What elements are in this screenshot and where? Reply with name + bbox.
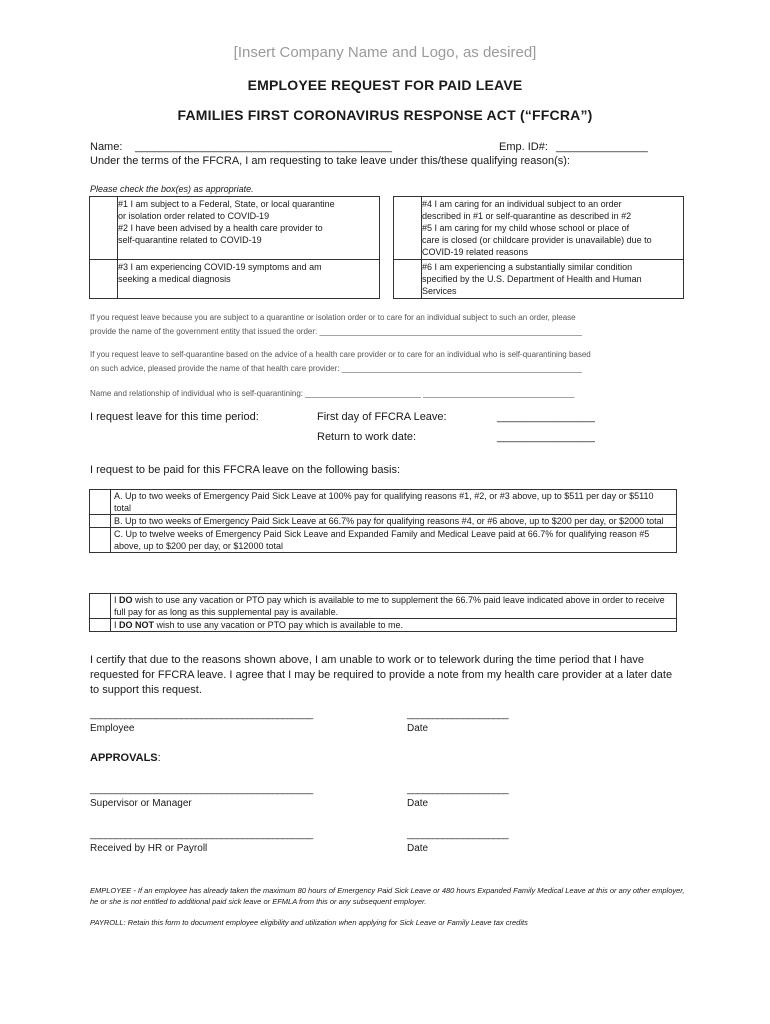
name-label: Name: <box>90 141 123 153</box>
pto-do-not-cell: I DO NOT wish to use any vacation or PTO pay which is available to me. <box>111 619 677 632</box>
reason-4-cell <box>422 197 684 260</box>
emp-id-field[interactable]: _______________ <box>556 141 648 153</box>
quarantine-question-line-2[interactable]: provide the name of the government entity that issued the order: ___________________________________________________________ <box>90 327 582 336</box>
pay-option-a-checkbox[interactable] <box>90 490 111 515</box>
pto-do-text: wish to use any vacation or PTO pay which is available to me to supplement the 66.7% paid leave indicated above in order to receive full pay for as long as this supplemental pay is available. <box>114 595 665 617</box>
employee-label: Employee <box>90 723 135 734</box>
paid-basis-label: I request to be paid for this FFCRA leave on the following basis: <box>90 464 400 476</box>
certification-text: I certify that due to the reasons shown above, I am unable to work or to telework during the time period that I have requested for FFCRA leave. I agree that I may be required to provide a note from my health care provider at a later date to support this request. <box>90 654 673 696</box>
first-day-label: First day of FFCRA Leave: <box>317 411 447 423</box>
employee-footnote: EMPLOYEE - If an employee has already taken the maximum 80 hours of Emergency Paid Sick Leave or 480 hours Expanded Family Medical Leave at this or any other employer, he or she is not entitled to additional paid sick leave or EFMLA from this or any subsequent employer. <box>90 886 685 906</box>
reason-2-text: #2 I have been advised by a health care provider to self-quarantine related to COVID-19 <box>118 223 323 245</box>
supervisor-date-label: Date <box>407 798 429 809</box>
pto-do-not-checkbox[interactable] <box>90 619 111 632</box>
employee-signature-line[interactable]: ____________________________________________ <box>90 709 313 720</box>
pay-option-c-checkbox[interactable] <box>90 528 111 553</box>
employee-date-line[interactable]: ____________________ <box>407 709 509 720</box>
payroll-footnote: PAYROLL: Retain this form to document employee eligibility and utilization when applying for Sick Leave or Family Leave tax credits <box>90 918 528 927</box>
supervisor-label: Supervisor or Manager <box>90 798 192 809</box>
reason-5-text: #5 I am caring for my child whose school or place of care is closed (or childcare provider is unavailable) due to COVID-19 related reasons <box>422 223 652 257</box>
time-period-label: I request leave for this time period: <box>90 411 259 423</box>
pay-option-c-text: C. Up to twelve weeks of Emergency Paid Sick Leave and Expanded Family and Medical Leave paid at 66.7% for qualifying reason #5 above, up to $200 per day, or $12000 total <box>111 528 677 553</box>
reason-3-checkbox[interactable] <box>90 260 118 299</box>
pay-options-table <box>89 489 677 553</box>
approvals-heading: APPROVALS: <box>90 752 161 764</box>
hr-date-label: Date <box>407 843 429 854</box>
quarantine-question-line-1: If you request leave because you are subject to a quarantine or isolation order or to care for an individual subject to such an order, please <box>90 313 576 322</box>
pay-option-a-text: A. Up to two weeks of Emergency Paid Sick Leave at 100% pay for qualifying reasons #1, #2, or #3 above, up to $511 per day or $5110 total <box>111 490 677 515</box>
first-day-field[interactable]: ________________ <box>497 411 595 423</box>
emp-id-label: Emp. ID#: <box>499 141 548 153</box>
hr-date-line[interactable]: ____________________ <box>407 829 509 840</box>
pto-do-not-text: wish to use any vacation or PTO pay which is available to me. <box>154 620 403 630</box>
return-date-field[interactable]: ________________ <box>497 431 595 443</box>
reason-1-checkbox[interactable] <box>90 197 118 260</box>
intro-text: Under the terms of the FFCRA, I am requesting to take leave under this/these qualifying reason(s): <box>90 155 570 167</box>
reason-6-text: #6 I am experiencing a substantially similar condition specified by the U.S. Department of Health and Human Services <box>422 262 642 296</box>
reasons-table <box>89 196 684 299</box>
pay-option-b-checkbox[interactable] <box>90 515 111 528</box>
name-field[interactable]: __________________________________________ <box>135 141 392 153</box>
reason-3-text: #3 I am experiencing COVID-19 symptoms and am seeking a medical diagnosis <box>118 262 322 284</box>
reason-6-checkbox[interactable] <box>394 260 422 299</box>
reason-6-cell <box>422 260 684 299</box>
form-subtitle: FAMILIES FIRST CORONAVIRUS RESPONSE ACT (“FFCRA”) <box>177 107 593 123</box>
return-date-label: Return to work date: <box>317 431 417 443</box>
pto-do-cell: I DO wish to use any vacation or PTO pay which is available to me to supplement the 66.7% paid leave indicated above in order to receive full pay for as long as this supplemental pay is available. <box>111 594 677 619</box>
self-quarantine-question-line-1: If you request leave to self-quarantine based on the advice of a health care provider or to care for an individual who is self-quarantining based <box>90 350 591 359</box>
self-quarantine-question-line-2[interactable]: on such advice, pleased provide the name of that health care provider: ______________________________________________________ <box>90 364 582 373</box>
reason-1-cell <box>118 197 380 260</box>
hr-signature-line[interactable]: ____________________________________________ <box>90 829 313 840</box>
pay-option-b-text: B. Up to two weeks of Emergency Paid Sick Leave at 66.7% pay for qualifying reasons #4, or #6 above, up to $200 per day, or $2000 total <box>111 515 677 528</box>
pto-do-not-emphasis: DO NOT <box>119 620 155 630</box>
employee-date-label: Date <box>407 723 429 734</box>
supervisor-date-line[interactable]: ____________________ <box>407 784 509 795</box>
relationship-question[interactable]: Name and relationship of individual who is self-quarantining: __________________________ __________________________________ <box>90 389 575 398</box>
supervisor-signature-line[interactable]: ____________________________________________ <box>90 784 313 795</box>
check-instruction: Please check the box(es) as appropriate. <box>90 184 254 194</box>
reason-1-text: #1 I am subject to a Federal, State, or local quarantine or isolation order related to COVID-19 <box>118 199 335 221</box>
reason-3-cell <box>118 260 380 299</box>
pto-options-table <box>89 593 677 632</box>
company-placeholder: [Insert Company Name and Logo, as desired] <box>233 44 537 61</box>
reason-4-checkbox[interactable] <box>394 197 422 260</box>
form-title: EMPLOYEE REQUEST FOR PAID LEAVE <box>247 77 523 93</box>
pto-do-emphasis: DO <box>119 595 133 605</box>
reason-4-text: #4 I am caring for an individual subject to an order described in #1 or self-quarantine as described in #2 <box>422 199 632 221</box>
hr-label: Received by HR or Payroll <box>90 843 208 854</box>
pto-do-checkbox[interactable] <box>90 594 111 619</box>
